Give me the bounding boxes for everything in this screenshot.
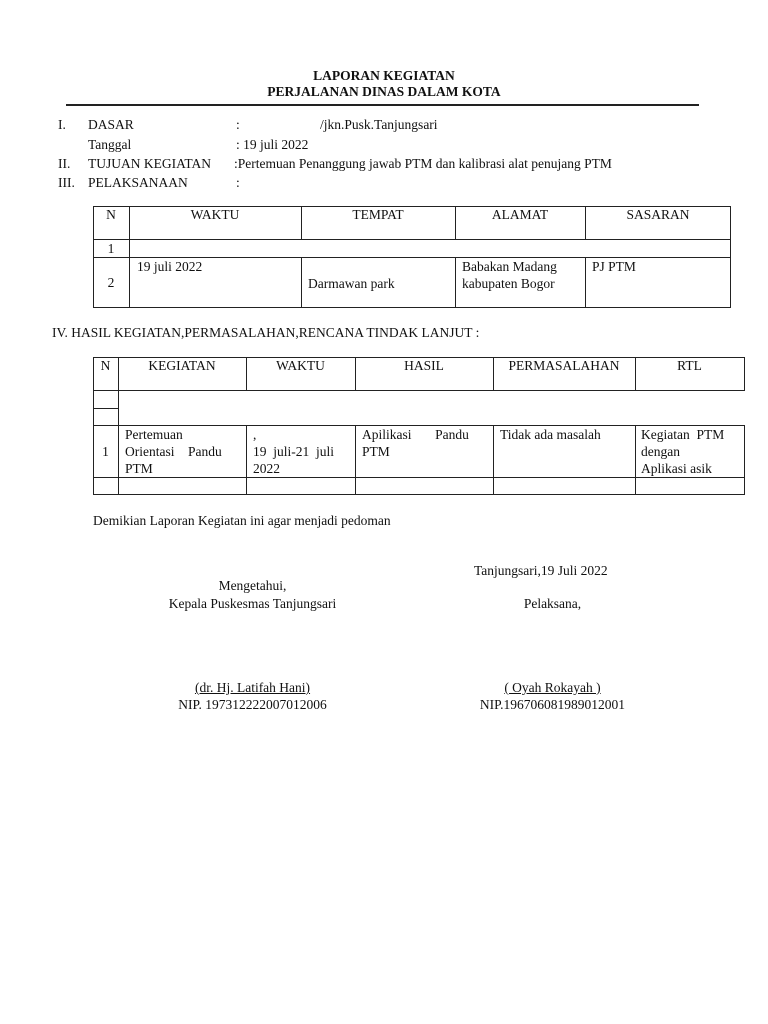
- section-1-value: /jkn.Pusk.Tanjungsari: [320, 117, 438, 132]
- date-value: : 19 juli 2022: [236, 137, 309, 152]
- table1-gap: [731, 240, 733, 257]
- table1-header-n: N: [106, 207, 116, 222]
- left-sign-name: (dr. Hj. Latifah Hani): [194, 680, 311, 695]
- table2-row-line: [93, 408, 119, 409]
- table1-row1-no: 1: [107, 241, 115, 256]
- table2-row-waktu-3: 2022: [253, 461, 280, 476]
- section-1-label: DASAR: [88, 117, 134, 132]
- left-sign-nip: NIP. 197312222007012006: [178, 697, 327, 712]
- table2-col-line: [744, 425, 745, 495]
- table2-col-line: [118, 357, 119, 495]
- table1-header-waktu: WAKTU: [190, 207, 240, 222]
- date-label: Tanggal: [88, 137, 132, 152]
- section-4-heading: IV. HASIL KEGIATAN,PERMASALAHAN,RENCANA TINDAK LANJUT :: [52, 325, 480, 340]
- table1-row2-alamat-2: kabupaten Bogor: [462, 276, 555, 291]
- table2-col-line: [93, 357, 94, 495]
- table2-row-no: 1: [102, 444, 109, 459]
- table2-row-waktu-1: ,: [253, 427, 257, 442]
- right-sign-name: ( Oyah Rokayah ): [504, 680, 601, 695]
- section-3-number: III.: [58, 175, 75, 190]
- report-subtitle: PERJALANAN DINAS DALAM KOTA: [267, 84, 501, 99]
- table2-row-rtl-3: Aplikasi asik: [641, 461, 712, 476]
- section-3-label: PELAKSANAAN: [88, 175, 188, 190]
- section-2-number: II.: [58, 156, 71, 171]
- table2-row-kegiatan-2: Orientasi Pandu: [125, 444, 222, 459]
- place-date: Tanjungsari,19 Juli 2022: [474, 563, 608, 578]
- table2-row-line: [93, 425, 745, 426]
- table2-row-hasil-2: PTM: [362, 444, 390, 459]
- right-sign-nip: NIP.196706081989012001: [479, 697, 626, 712]
- table2-col-line: [744, 357, 745, 391]
- table2-col-line: [246, 425, 247, 495]
- table1-header-line: [93, 239, 731, 240]
- table2-col-line: [493, 425, 494, 495]
- table1-header-sasaran: SASARAN: [626, 207, 690, 222]
- report-title: LAPORAN KEGIATAN: [313, 68, 455, 83]
- table2-row-kegiatan-3: PTM: [125, 461, 153, 476]
- table1-col-line: [301, 257, 302, 308]
- table1-row2-tempat: Darmawan park: [308, 276, 395, 291]
- left-sign-line1: Mengetahui,: [218, 578, 287, 593]
- table1-col-line: [585, 257, 586, 308]
- table2-header-rtl: RTL: [677, 358, 702, 373]
- table2-header-hasil: HASIL: [404, 358, 444, 373]
- table2-row-rtl-1: Kegiatan PTM: [641, 427, 725, 442]
- table2-header-permasalahan: PERMASALAHAN: [508, 358, 620, 373]
- table1-row1-line: [93, 257, 731, 258]
- table1-header-tempat: TEMPAT: [352, 207, 404, 222]
- table2-header-kegiatan: KEGIATAN: [148, 358, 216, 373]
- table2-header-waktu: WAKTU: [276, 358, 325, 373]
- section-2-label: TUJUAN KEGIATAN: [88, 156, 212, 171]
- table2-bottom-line: [93, 494, 745, 495]
- section-2-value: :Pertemuan Penanggung jawab PTM dan kalibrasi alat penujang PTM: [234, 156, 612, 171]
- table2-row-rtl-2: dengan: [641, 444, 680, 459]
- table1-row2-no: 2: [107, 275, 115, 290]
- table2-row-hasil-1: Apilikasi Pandu: [362, 427, 469, 442]
- table1-header-alamat: ALAMAT: [491, 207, 549, 222]
- right-sign-role: Pelaksana,: [523, 596, 582, 611]
- table1-row2-waktu: 19 juli 2022: [137, 259, 203, 274]
- table2-header-n: N: [100, 358, 111, 373]
- header-rule: [66, 104, 699, 106]
- section-3-colon: :: [236, 175, 240, 190]
- table1-col-line: [455, 257, 456, 308]
- table2-row-permasalahan: Tidak ada masalah: [500, 427, 601, 442]
- table2-row-waktu-2: 19 juli-21 juli: [253, 444, 334, 459]
- table2-header-line: [93, 390, 745, 391]
- closing-statement: Demikian Laporan Kegiatan ini agar menjadi pedoman: [93, 513, 391, 528]
- table2-row-line: [93, 477, 745, 478]
- left-sign-line2: Kepala Puskesmas Tanjungsari: [168, 596, 337, 611]
- table2-row-kegiatan-1: Pertemuan: [125, 427, 183, 442]
- section-1-colon: :: [236, 117, 240, 132]
- section-1-number: I.: [58, 117, 66, 132]
- table1-row2-alamat-1: Babakan Madang: [462, 259, 557, 274]
- table2-col-line: [635, 425, 636, 495]
- table1-row2-sasaran: PJ PTM: [592, 259, 636, 274]
- table2-col-line: [355, 425, 356, 495]
